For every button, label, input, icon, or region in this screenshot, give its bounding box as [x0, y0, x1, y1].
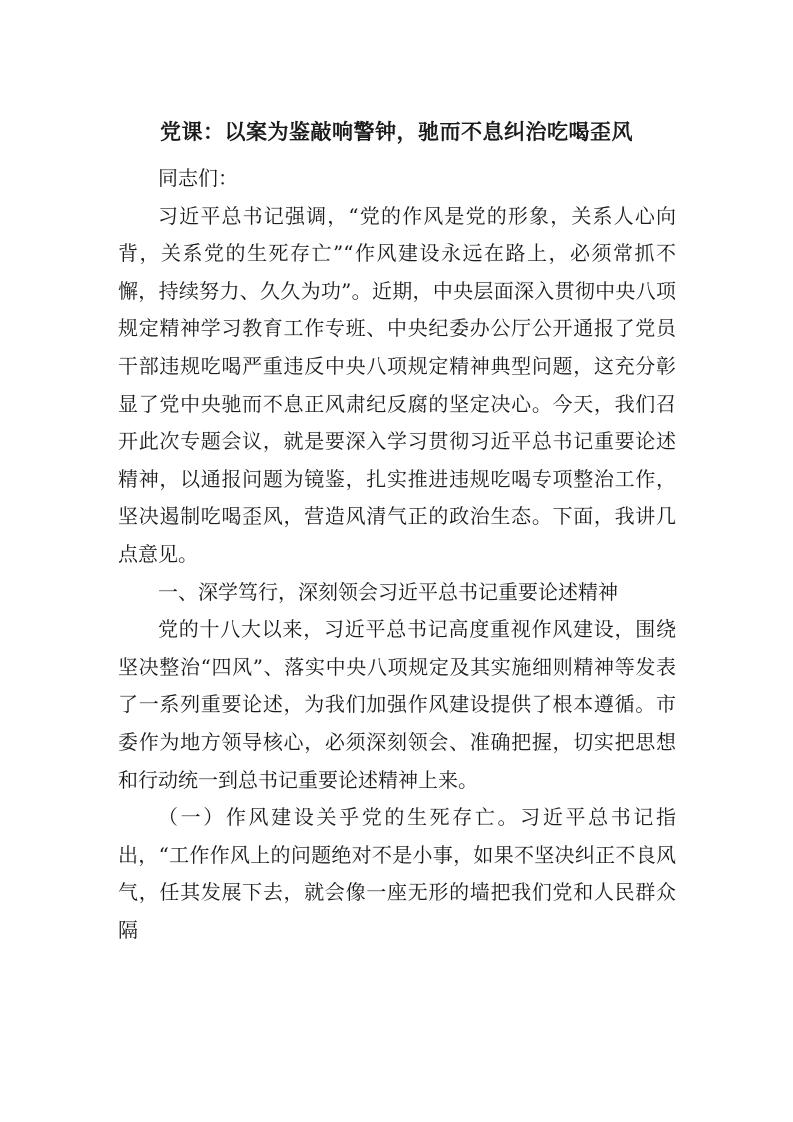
section-heading: 一、深学笃行，深刻领会习近平总书记重要论述精神: [158, 579, 618, 604]
section-paragraph: 党的十八大以来，习近平总书记高度重视作风建设，围绕坚决整治“四风”、落实中央八项规定及其实施细则精神等发表了一系列重要论述，为我们加强作风建设提供了根本遵循。市委作为地方领导核心，必须深刻领会、准确把握，切实把思想和行动统一到总书记重要论述精神上来。: [118, 617, 676, 792]
salutation: 同志们：: [158, 166, 238, 190]
document-body: [118, 160, 676, 949]
document-title: 党课：以案为鉴敲响警钟，驰而不息纠治吃喝歪风: [160, 119, 633, 144]
intro-paragraph: 习近平总书记强调，“党的作风是党的形象，关系人心向背，关系党的生死存亡”“作风建设永远在路上，必须常抓不懈，持续努力、久久为功”。近期，中央层面深入贯彻中央八项规定精神学习教育工作专班、中央纪委办公厅公开通报了党员干部违规吃喝严重违反中央八项规定精神典型问题，这充分彰显了党中央驰而不息正风肃纪反腐的坚定决心。今天，我们召开此次专题会议，就是要深入学习贯彻习近平总书记重要论述精神，以通报问题为镜鉴，扎实推进违规吃喝专项整治工作，坚决遏制吃喝歪风，营造风清气正的政治生态。下面，我讲几点意见。: [118, 203, 676, 566]
subsection-paragraph: （一）作风建设关乎党的生死存亡。习近平总书记指出，“工作作风上的问题绝对不是小事，如果不坚决纠正不良风气，任其发展下去，就会像一座无形的墙把我们党和人民群众隔: [118, 805, 676, 942]
